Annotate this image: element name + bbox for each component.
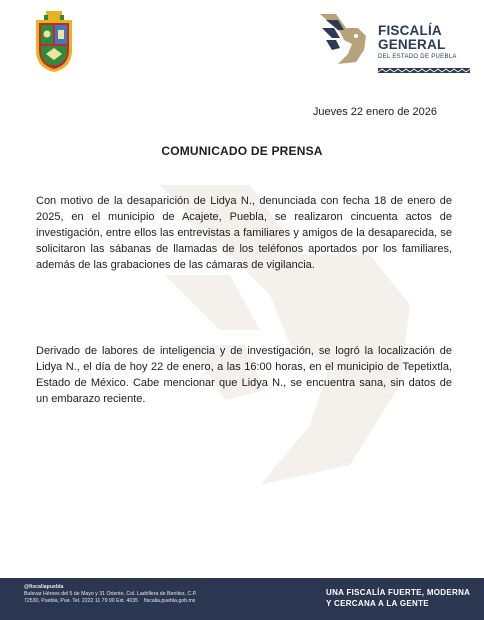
footer-bar	[0, 578, 484, 620]
body-paragraph-1: Con motivo de la desaparición de Lidya N., denunciada con fecha 18 de enero de 2025, en el municipio de Acajete, Puebla, se realizaron cincuenta actos de investigación, entre ellos las entrevistas a familiares y amigos de la desaparecida, se solicitaron las sábanas de llamadas de los teléfonos aportados por los familiares, además de las grabaciones de las cámaras de vigilancia.	[36, 195, 452, 271]
document-title: COMUNICADO DE PRENSA	[161, 144, 323, 158]
footer-contact	[24, 584, 197, 605]
footer-address-line-2-text: 72530, Puebla, Pue. Tel. 2222 11 79 00 Ext. 4035	[24, 598, 139, 604]
logo-pattern-icon	[378, 68, 470, 73]
fiscalia-logo-text	[378, 24, 474, 78]
logo-line-3: DEL ESTADO DE PUEBLA	[378, 54, 457, 60]
logo-line-1: FISCALÍA	[378, 23, 442, 38]
footer-address-line-2	[24, 598, 197, 605]
fiscalia-emblem-icon	[318, 10, 372, 66]
footer-slogan	[326, 587, 470, 609]
document-date: Jueves 22 enero de 2026	[312, 106, 437, 118]
body-paragraph-2: Derivado de labores de inteligencia y de investigación, se logró la localización de Lidya N., el día de hoy 22 de enero, a las 16:00 horas, en el municipio de Tepetixtla, Estado de México. Cabe mencionar que Lidya N., se encuentra sana, sin datos de un embarazo reciente.	[36, 345, 452, 405]
footer-social-handle: @fiscaliapuebla	[24, 584, 64, 590]
footer-slogan-line-1: UNA FISCALÍA FUERTE, MODERNA	[326, 588, 471, 597]
state-coat-of-arms-icon	[31, 10, 77, 74]
footer-website: fiscalia.puebla.gob.mx	[144, 598, 196, 604]
footer-slogan-line-2: Y CERCANA A LA GENTE	[326, 599, 429, 608]
footer-address-line-1: Bulevar Héroes del 5 de Mayo y 31 Oriente, Col. Ladrillera de Benítez, C.P.	[24, 591, 197, 597]
logo-line-2: GENERAL	[378, 37, 446, 52]
